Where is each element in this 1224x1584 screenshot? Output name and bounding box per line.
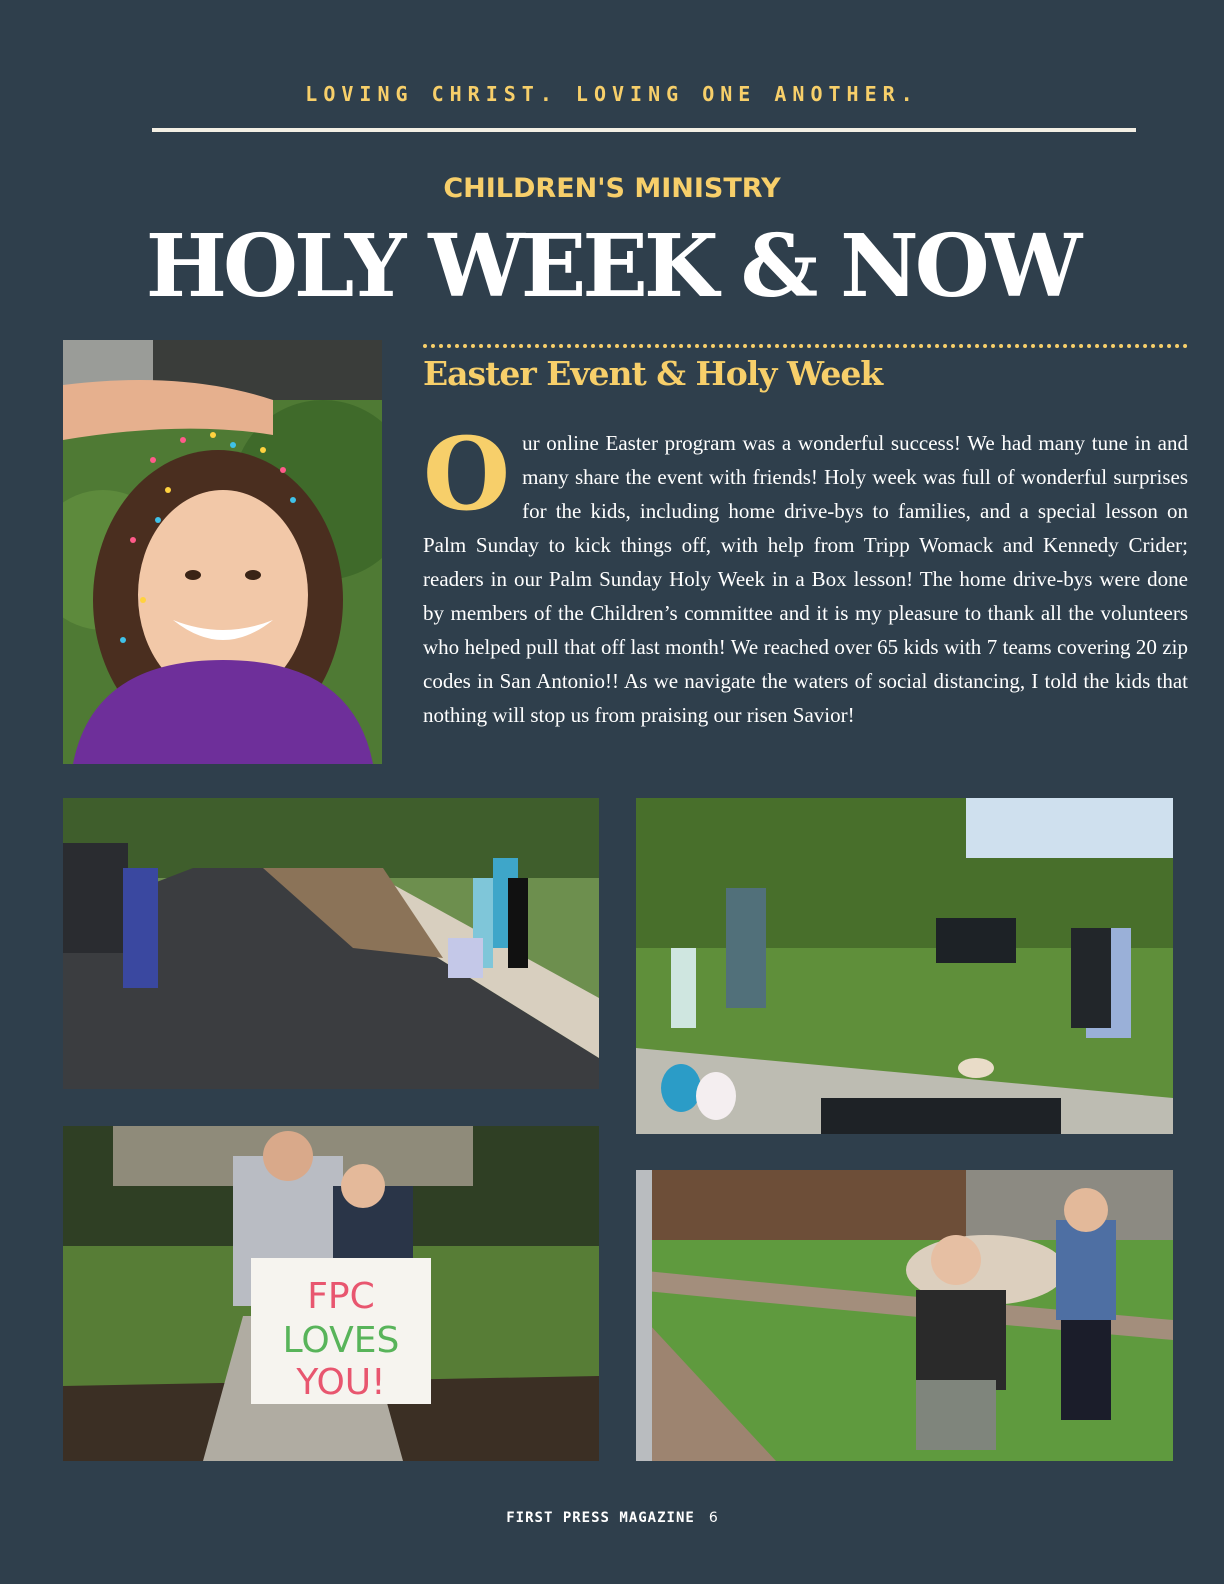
photo-fpc-sign — [63, 1126, 599, 1461]
photo-yard-handoff — [636, 798, 1173, 1134]
section-label: CHILDREN'S MINISTRY — [443, 173, 781, 204]
photo-driveway-waving — [63, 798, 599, 1089]
header-divider — [152, 128, 1136, 132]
drop-cap: O — [423, 415, 511, 533]
page-footer — [0, 1510, 1224, 1526]
article-divider — [423, 344, 1188, 348]
article-paragraph: ur online Easter program was a wonderful success! We had many tune in and many share the event with friends! Holy week was full of wonderful surprises for the kids, including home drive-bys to families, and a special lesson on Palm Sunday to kick things off, with help from Tripp Womack and Kennedy Crider; readers in our Palm Sunday Holy Week in a Box lesson! The home drive-bys were done by members of the Children’s committee and it is my pleasure to thank all the volunteers who helped pull that off last month! We reached over 65 kids with 7 teams covering 20 zip codes in San Antonio!! As we navigate the waters of social distancing, I told the kids that nothing will stop us from praising our risen Savior! — [423, 431, 1188, 727]
photo-yard-catch — [636, 1170, 1173, 1461]
sign-line-1: FPC — [307, 1276, 375, 1317]
page-title: HOLY WEEK & NOW — [145, 216, 1079, 317]
photo-girl-confetti — [63, 340, 382, 764]
article-subhead: Easter Event & Holy Week — [423, 354, 883, 393]
tagline: LOVING CHRIST. LOVING ONE ANOTHER. — [305, 82, 919, 106]
page-number: 6 — [708, 1510, 718, 1526]
sign-line-2: LOVES — [282, 1320, 400, 1361]
article-body — [423, 415, 1188, 732]
sign-line-3: YOU! — [296, 1362, 386, 1403]
magazine-name: FIRST PRESS MAGAZINE — [506, 1510, 695, 1526]
